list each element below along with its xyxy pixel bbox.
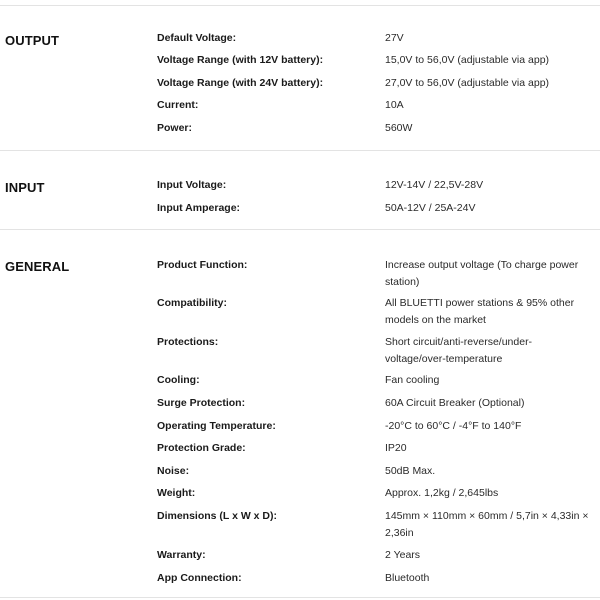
spec-value: All BLUETTI power stations & 95% other models on the market <box>385 297 575 326</box>
spec-value: Fan cooling <box>385 374 440 386</box>
divider <box>0 150 600 151</box>
section-title-input: INPUT <box>5 180 45 195</box>
spec-label: Cooling: <box>157 374 200 386</box>
spec-value: Approx. 1,2kg / 2,645lbs <box>385 487 499 499</box>
spec-value: 50dB Max. <box>385 465 436 477</box>
spec-value: 27,0V to 56,0V (adjustable via app) <box>385 77 550 89</box>
spec-label: Compatibility: <box>157 297 227 309</box>
spec-label: Product Function: <box>157 259 248 271</box>
spec-label: Operating Temperature: <box>157 420 276 432</box>
spec-label: Protections: <box>157 336 219 348</box>
spec-value: 12V-14V / 22,5V-28V <box>385 179 484 191</box>
divider <box>0 597 600 598</box>
spec-value: Bluetooth <box>385 572 430 584</box>
spec-value: IP20 <box>385 442 407 454</box>
spec-label: Noise: <box>157 465 190 477</box>
spec-label: Protection Grade: <box>157 442 246 454</box>
spec-value: Increase output voltage (To charge power station) <box>385 259 579 288</box>
spec-label: Current: <box>157 99 199 111</box>
spec-label: Input Amperage: <box>157 202 241 214</box>
spec-value: 50A-12V / 25A-24V <box>385 202 476 214</box>
divider <box>0 229 600 230</box>
spec-value: 2 Years <box>385 549 421 561</box>
divider <box>0 5 600 6</box>
spec-label: Voltage Range (with 24V battery): <box>157 77 324 89</box>
spec-label: Input Voltage: <box>157 179 227 191</box>
spec-label: Surge Protection: <box>157 397 246 409</box>
spec-value: 10A <box>385 99 404 111</box>
spec-label: Power: <box>157 122 193 134</box>
spec-value: Short circuit/anti-reverse/under-voltage/over-temperature <box>385 336 533 365</box>
spec-label: Weight: <box>157 487 196 499</box>
spec-value: 560W <box>385 122 413 134</box>
spec-label: Warranty: <box>157 549 206 561</box>
spec-label: Default Voltage: <box>157 32 237 44</box>
section-title-general: GENERAL <box>5 259 70 274</box>
spec-value: 27V <box>385 32 404 44</box>
spec-value: -20°C to 60°C / -4°F to 140°F <box>385 420 522 432</box>
spec-value: 15,0V to 56,0V (adjustable via app) <box>385 54 550 66</box>
spec-label: App Connection: <box>157 572 242 584</box>
section-title-output: OUTPUT <box>5 33 60 48</box>
spec-value: 145mm × 110mm × 60mm / 5,7in × 4,33in × 2,36in <box>385 510 589 539</box>
spec-value: 60A Circuit Breaker (Optional) <box>385 397 525 409</box>
spec-label: Dimensions (L x W x D): <box>157 510 277 522</box>
spec-label: Voltage Range (with 12V battery): <box>157 54 324 66</box>
